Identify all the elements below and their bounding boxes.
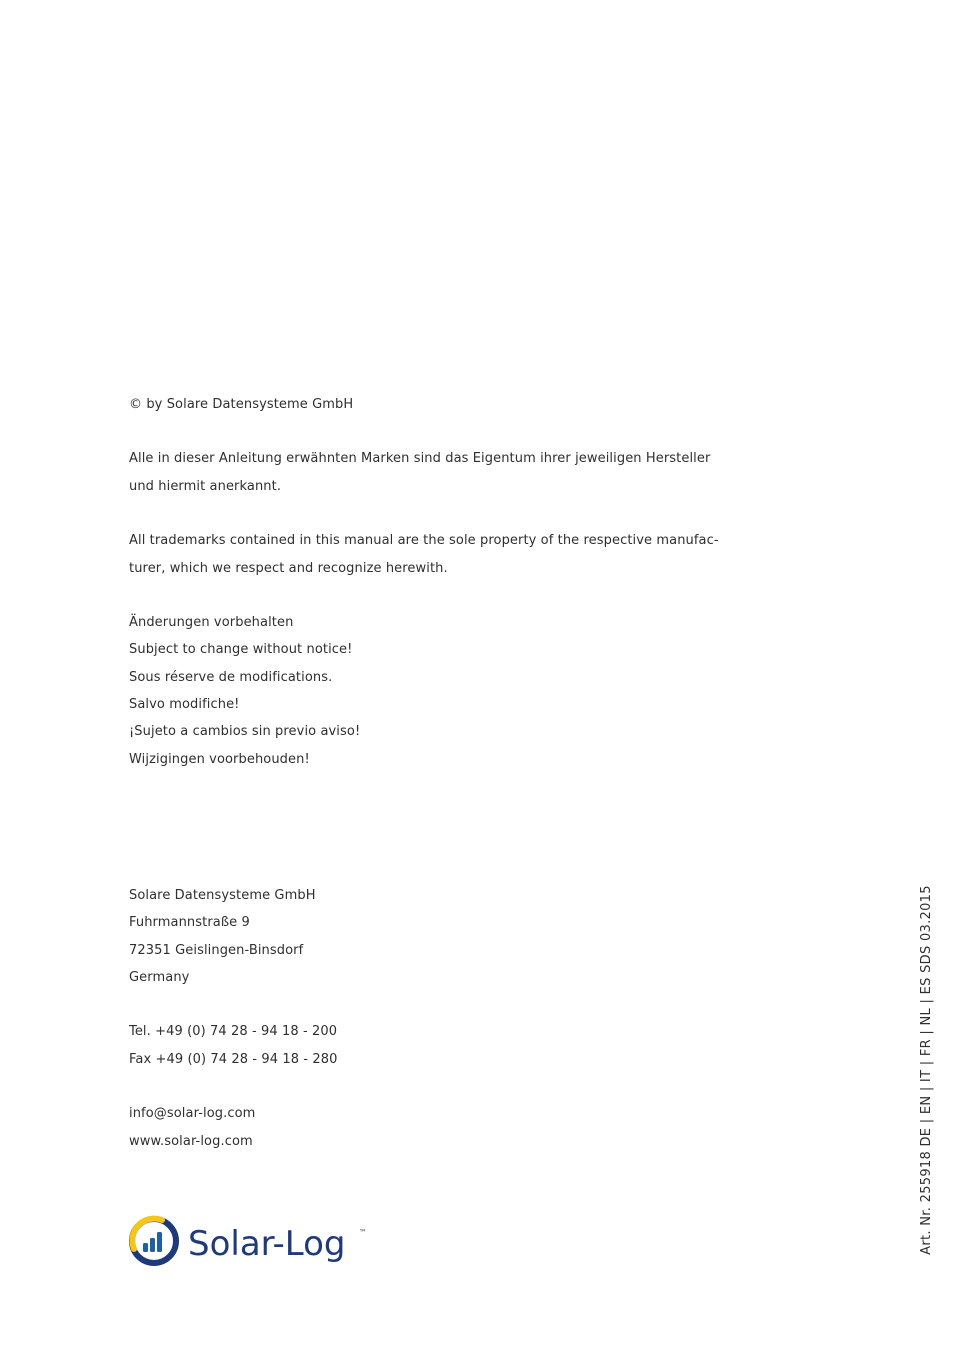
- phone-number: Tel. +49 (0) 74 28 - 94 18 - 200: [129, 1024, 338, 1039]
- article-number-vertical: Art. Nr. 255918 DE | EN | IT | FR | NL | ES SDS 03.2015: [919, 885, 934, 1255]
- website-link[interactable]: www.solar-log.com: [129, 1134, 253, 1149]
- address-country: Germany: [129, 970, 190, 985]
- change-notice-de: Änderungen vorbehalten: [129, 615, 294, 630]
- logo-trademark: ™: [359, 1228, 367, 1237]
- change-notice-en: Subject to change without notice!: [129, 642, 353, 657]
- trademark-de-line-2: und hiermit anerkannt.: [129, 479, 282, 494]
- fax-number: Fax +49 (0) 74 28 - 94 18 - 280: [129, 1052, 338, 1067]
- change-notice-fr: Sous réserve de modifications.: [129, 670, 333, 685]
- copyright-text: © by Solare Datensysteme GmbH: [129, 397, 354, 412]
- trademark-en-line-1: All trademarks contained in this manual are the sole property of the respective manufac-: [129, 533, 719, 548]
- logo-sun-icon: [132, 1219, 176, 1263]
- trademark-en-line-2: turer, which we respect and recognize herewith.: [129, 561, 448, 576]
- email-link[interactable]: info@solar-log.com: [129, 1106, 256, 1121]
- change-notice-es: ¡Sujeto a cambios sin previo aviso!: [129, 724, 361, 739]
- logo-wordmark: Solar-Log: [188, 1224, 346, 1264]
- address-street: Fuhrmannstraße 9: [129, 915, 250, 930]
- change-notice-it: Salvo modifiche!: [129, 697, 240, 712]
- solar-log-logo: [126, 1213, 376, 1269]
- address-company: Solare Datensysteme GmbH: [129, 888, 316, 903]
- address-city: 72351 Geislingen-Binsdorf: [129, 943, 304, 958]
- change-notice-nl: Wijzigingen voorbehouden!: [129, 752, 310, 767]
- trademark-de-line-1: Alle in dieser Anleitung erwähnten Marken sind das Eigentum ihrer jeweiligen Hersteller: [129, 451, 711, 466]
